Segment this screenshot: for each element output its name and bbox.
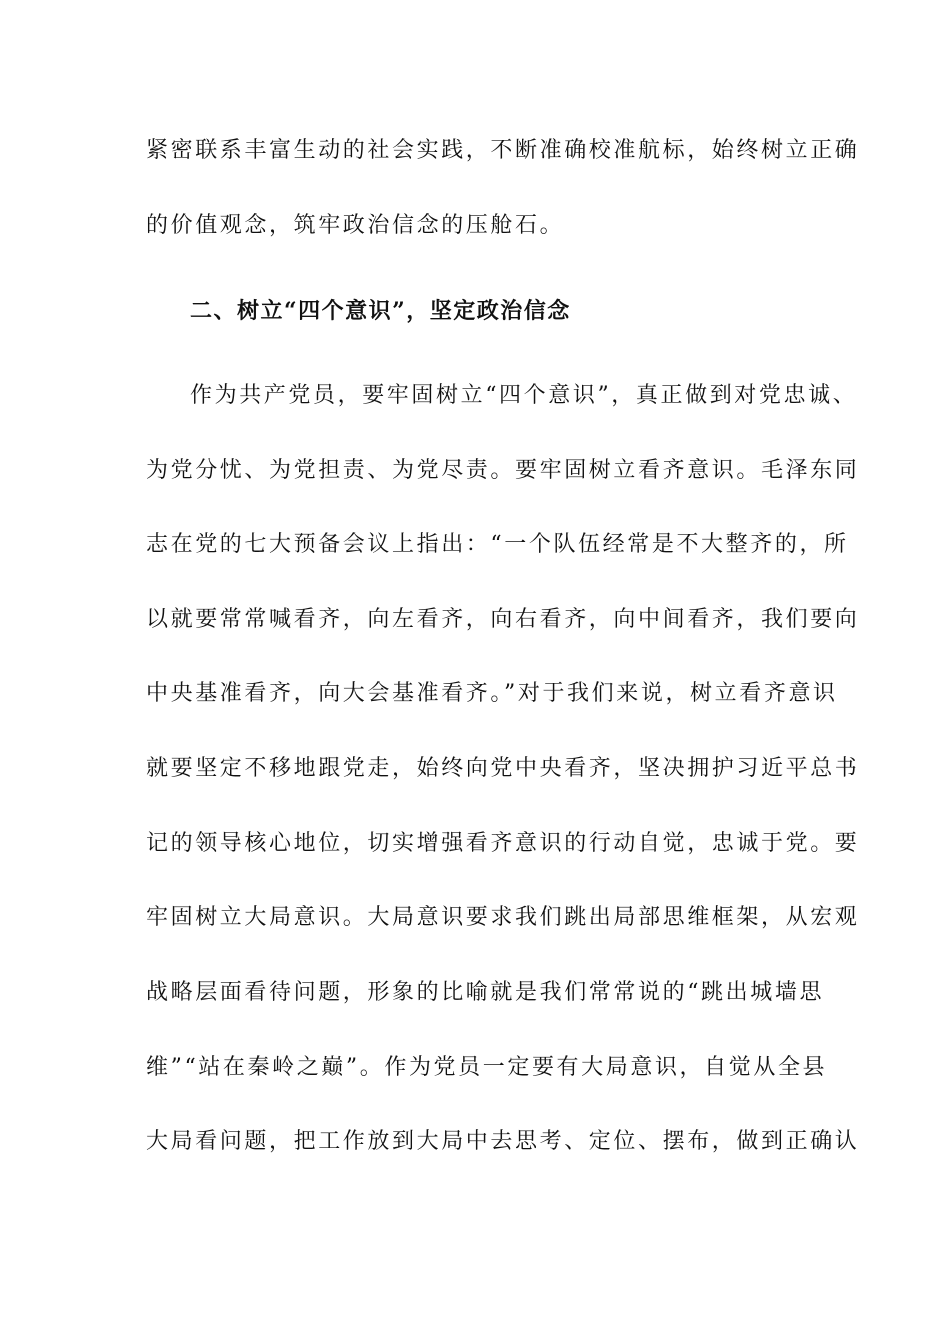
text-line: 紧密联系丰富生动的社会实践，不断准确校准航标，始终树立正确 (146, 138, 860, 163)
text-line: 牢固树立大局意识。大局意识要求我们跳出局部思维框架，从宏观 (146, 905, 860, 930)
text-line: 以就要常常喊看齐，向左看齐，向右看齐，向中间看齐，我们要向 (146, 607, 860, 632)
text-line: 志在党的七大预备会议上指出：“一个队伍经常是不大整齐的，所 (146, 532, 849, 557)
text-line: 大局看问题，把工作放到大局中去思考、定位、摆布，做到正确认 (146, 1129, 860, 1154)
text-line: 中央基准看齐，向大会基准看齐。”对于我们来说，树立看齐意识 (146, 681, 838, 706)
text-line: 的价值观念，筑牢政治信念的压舱石。 (146, 213, 565, 238)
text-line: 为党分忧、为党担责、为党尽责。要牢固树立看齐意识。毛泽东同 (146, 458, 860, 483)
text-line: 维”“站在秦岭之巅”。作为党员一定要有大局意识，自觉从全县 (146, 1055, 828, 1080)
text-line: 战略层面看待问题，形象的比喻就是我们常常说的“跳出城墙思 (146, 980, 825, 1005)
text-line: 作为共产党员，要牢固树立“四个意识”，真正做到对党忠诚、 (190, 383, 858, 408)
text-line: 就要坚定不移地跟党走，始终向党中央看齐，坚决拥护习近平总书 (146, 756, 860, 781)
text-line: 记的领导核心地位，切实增强看齐意识的行动自觉，忠诚于党。要 (146, 831, 860, 856)
section-heading: 二、树立“四个意识”，坚定政治信念 (190, 298, 571, 324)
